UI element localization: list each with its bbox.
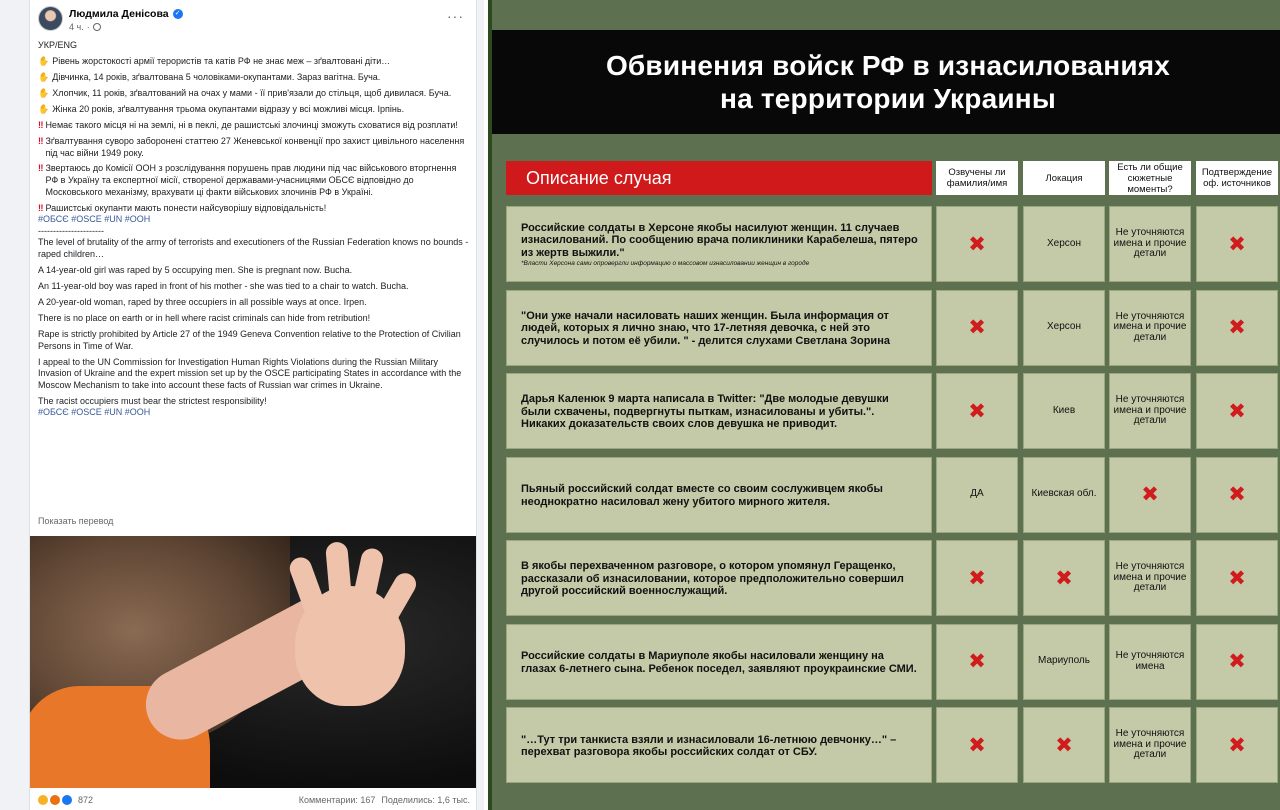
post-photo[interactable] (30, 536, 476, 788)
post-line: A 14-year-old girl was raped by 5 occupying men. She is pregnant now. Bucha. (38, 265, 353, 276)
hashtags[interactable]: #ОБСЄ #OSCE #UN #ООН (38, 214, 151, 225)
post-stats (299, 795, 470, 805)
case-description (506, 540, 932, 616)
case-footnote: *Власти Херсона сами опровергли информацию о массовом изнасиловании женщин в городе (521, 260, 810, 268)
post-line-text: Дівчинка, 14 років, зґвалтована 5 чоловіками-окупантами. Зараз вагітна. Буча. (52, 71, 381, 82)
case-location-cell (1023, 290, 1105, 366)
case-location-value: Киевская обл. (1031, 488, 1097, 500)
post-line (38, 203, 470, 215)
case-description (506, 457, 932, 533)
column-header-named: Озвучены ли фамилия/имя (936, 161, 1018, 195)
time-label[interactable]: 4 ч. (69, 22, 84, 32)
case-confirmation-cell (1196, 457, 1278, 533)
case-plot-cell (1109, 457, 1191, 533)
case-plot-value: Не уточняются имена (1115, 650, 1185, 672)
shares-count[interactable]: Поделились: 1,6 тыс. (381, 795, 470, 805)
case-description (506, 707, 932, 783)
comments-count[interactable]: Комментарии: 167 (298, 795, 376, 805)
red-x-icon: ✖ (1141, 483, 1159, 506)
case-named-cell (936, 457, 1018, 533)
red-x-icon: ✖ (1228, 483, 1246, 506)
case-description-text: Дарья Каленюк 9 марта написала в Twitter: "Две молодые девушки были схвачены, подвергнуты пыткам, изнасилованы и убиты.". Никаких доказательств своих слов девушка не приводит. (521, 393, 889, 431)
case-location-cell (1023, 624, 1105, 700)
infographic-title-line-2: на территории Украины (719, 83, 1056, 114)
red-x-icon: ✖ (968, 232, 986, 256)
post-line (38, 163, 470, 198)
case-row (492, 540, 1280, 616)
case-confirmation-cell (1196, 540, 1278, 616)
post-line-text: Жінка 20 років, зґвалтування трьома окупантами відразу у всі можливі місця. Ірпінь. (52, 103, 405, 114)
like-reaction-icon (62, 795, 72, 805)
red-x-icon: ✖ (1228, 316, 1246, 339)
case-location-cell (1023, 707, 1105, 783)
double-exclamation-icon: ‼ (38, 135, 43, 146)
case-row (492, 373, 1280, 449)
column-header-plot: Есть ли общие сюжетные моменты? (1109, 161, 1191, 195)
case-description-text: Пьяный российский солдат вместе со своим сослуживцем якобы неоднократно насиловал жену убитого мирного жителя. (521, 483, 883, 508)
red-x-icon: ✖ (1228, 566, 1246, 590)
social-post-panel (0, 0, 484, 810)
dot-separator: · (86, 22, 90, 32)
separator: ---------------------- (38, 225, 104, 236)
case-confirmation-cell (1196, 707, 1278, 783)
reactions[interactable] (38, 795, 93, 805)
case-description-text: В якобы перехваченном разговоре, о котором упомянул Геращенко, рассказали об изнасиловании, которое предположительно совершил другой российский военнослужащий. (521, 560, 904, 598)
case-plot-cell (1109, 290, 1191, 366)
post-line-text: Хлопчик, 11 років, зґвалтований на очах у мами - її прив'язали до стільця, щоб дивилася. Буча. (52, 87, 452, 98)
column-header-confirmation: Подтверждение оф. источников (1196, 161, 1278, 195)
case-location-cell (1023, 540, 1105, 616)
reactions-count[interactable]: 872 (78, 795, 94, 805)
case-description (506, 624, 932, 700)
red-x-icon: ✖ (968, 566, 986, 590)
show-translation-link[interactable]: Показать перевод (38, 516, 114, 526)
case-plot-value: Не уточняются имена и прочие детали (1113, 728, 1187, 761)
red-x-icon: ✖ (1055, 566, 1073, 590)
case-plot-value: Не уточняются имена и прочие детали (1113, 561, 1187, 594)
column-header-description: Описание случая (506, 161, 932, 195)
case-named-cell (936, 624, 1018, 700)
case-named-cell (936, 540, 1018, 616)
case-description-text: "Они уже начали насиловать наших женщин. Была информация от людей, которых я лично знаю, что 17-летняя девочка, с ней это случилось и потом её убили. " - делится слухами Светлана Зорина (521, 309, 890, 347)
case-description (506, 206, 932, 282)
case-row (492, 457, 1280, 533)
case-confirmation-cell (1196, 206, 1278, 282)
double-exclamation-icon: ‼ (38, 202, 43, 213)
case-confirmation-cell (1196, 624, 1278, 700)
infographic-title-line-1: Обвинения войск РФ в изнасилованиях (605, 50, 1171, 81)
globe-icon (93, 23, 101, 31)
case-location-cell (1023, 373, 1105, 449)
case-row (492, 624, 1280, 700)
post-card (29, 0, 477, 810)
red-x-icon: ✖ (1228, 232, 1246, 256)
post-line-text: Рівень жорстокості армії терористів та катів РФ не знає меж – зґвалтовані діти… (52, 55, 391, 66)
author-name[interactable] (69, 8, 183, 20)
verified-icon: ✓ (173, 9, 183, 19)
post-line: A 20-year-old woman, raped by three occupiers in all possible ways at once. Irpen. (38, 296, 367, 307)
post-text (38, 40, 470, 423)
case-description (506, 290, 932, 366)
column-header-location: Локация (1023, 161, 1105, 195)
post-time[interactable] (69, 22, 101, 32)
post-line (38, 136, 470, 159)
case-plot-cell (1109, 624, 1191, 700)
case-named-cell (936, 373, 1018, 449)
post-line: An 11-year-old boy was raped in front of his mother - she was tied to a chair to watch. Bucha. (38, 281, 409, 291)
case-description-text: Российские солдаты в Херсоне якобы насилуют женщин. 11 случаев изнасилований. По сообщению врача поликлиники Карабелеша, пятеро из жертв выжили." (521, 221, 918, 259)
post-line-text: Звертаюсь до Комісії ООН з розслідування порушень прав людини під час військового вторгнення РФ в Україну та експертної місії, створеної державами-учасницями ОБСЄ відповідно до Московського механізму, врахувати ці факти військових злочинів РФ в Україні. (45, 163, 457, 197)
post-footer (38, 795, 470, 809)
red-x-icon: ✖ (968, 316, 986, 339)
more-options-icon[interactable]: ··· (447, 8, 464, 24)
case-plot-value: Не уточняются имена и прочие детали (1113, 394, 1187, 427)
raised-hand-icon: ✋ (38, 103, 50, 114)
case-plot-value: Не уточняются имена и прочие детали (1113, 310, 1187, 343)
case-description (506, 373, 932, 449)
case-named-cell (936, 707, 1018, 783)
infographic (488, 0, 1280, 810)
case-confirmation-cell (1196, 373, 1278, 449)
case-location-cell (1023, 457, 1105, 533)
case-plot-cell (1109, 206, 1191, 282)
post-line: There is no place on earth or in hell where racist criminals can hide from retribution! (38, 312, 371, 323)
post-line (38, 120, 470, 132)
raised-hand-icon: ✋ (38, 71, 50, 82)
hashtags[interactable]: #ОБСЄ #OSCE #UN #ООН (38, 407, 151, 418)
post-line: I appeal to the UN Commission for Investigation Human Rights Violations during the Russian Military Invasion of Ukraine and the expert mission set up by the OSCE participating States in accordance with the Moscow Mechanism to take into account these facts of Russian war crimes in Ukraine. (38, 356, 462, 390)
red-x-icon: ✖ (1228, 733, 1246, 757)
red-x-icon: ✖ (968, 733, 986, 757)
raised-hand-icon: ✋ (38, 55, 50, 66)
post-line (38, 72, 470, 84)
infographic-title-banner (492, 30, 1280, 134)
post-line: Rape is strictly prohibited by Article 27 of the 1949 Geneva Convention relative to the Protection of Civilian Persons in Time of War. (38, 328, 461, 351)
red-x-icon: ✖ (1228, 399, 1246, 423)
case-plot-value: Не уточняются имена и прочие детали (1113, 227, 1187, 260)
double-exclamation-icon: ‼ (38, 119, 43, 130)
author-label[interactable]: Людмила Денісова (69, 8, 169, 20)
post-line: The level of brutality of the army of terrorists and executioners of the Russian Federation knows no bounds - raped children… (38, 237, 469, 260)
post-header (38, 6, 468, 40)
case-named-value: ДА (970, 488, 984, 500)
case-location-value: Мариуполь (1038, 655, 1090, 667)
post-line: УКР/ENG (38, 40, 77, 50)
case-description-text: Российские солдаты в Мариуполе якобы насиловали женщину на глазах 6-летнего сына. Ребенок поседел, заявляют проукраинские СМИ. (521, 650, 917, 675)
case-row (492, 290, 1280, 366)
case-confirmation-cell (1196, 290, 1278, 366)
case-plot-cell (1109, 707, 1191, 783)
case-location-cell (1023, 206, 1105, 282)
case-description-text: "…Тут три танкиста взяли и изнасиловали 16-летнюю девчонку…" – перехват разговора якобы российских солдат от СБУ. (521, 733, 897, 758)
case-row (492, 206, 1280, 282)
avatar[interactable] (38, 6, 63, 31)
post-line (38, 88, 470, 100)
red-x-icon: ✖ (1055, 733, 1073, 757)
post-line (38, 104, 470, 116)
case-named-cell (936, 290, 1018, 366)
case-plot-cell (1109, 373, 1191, 449)
case-location-value: Киев (1052, 404, 1076, 416)
post-line-text: Немає такого місця ні на землі, ні в пеклі, де рашистські злочинці зможуть сховатися від розплати! (45, 119, 458, 130)
post-line-text: Рашистські окупанти мають понести найсуворішу відповідальність! (45, 202, 327, 213)
sad-reaction-icon (38, 795, 48, 805)
case-location-value: Херсон (1047, 321, 1081, 333)
photo-finger (325, 541, 353, 613)
angry-reaction-icon (50, 795, 60, 805)
post-line-text: Зґвалтування суворо заборонені статтею 27 Женевської конвенції про захист цивільного населення під час війни 1949 року. (45, 135, 465, 158)
raised-hand-icon: ✋ (38, 87, 50, 98)
post-line (38, 56, 470, 68)
red-x-icon: ✖ (968, 399, 986, 423)
case-location-value: Херсон (1047, 237, 1081, 249)
red-x-icon: ✖ (968, 650, 986, 673)
case-plot-cell (1109, 540, 1191, 616)
post-line: The racist occupiers must bear the strictest responsibility! (38, 395, 267, 406)
case-row (492, 707, 1280, 783)
case-named-cell (936, 206, 1018, 282)
red-x-icon: ✖ (1228, 650, 1246, 673)
double-exclamation-icon: ‼ (38, 163, 43, 174)
